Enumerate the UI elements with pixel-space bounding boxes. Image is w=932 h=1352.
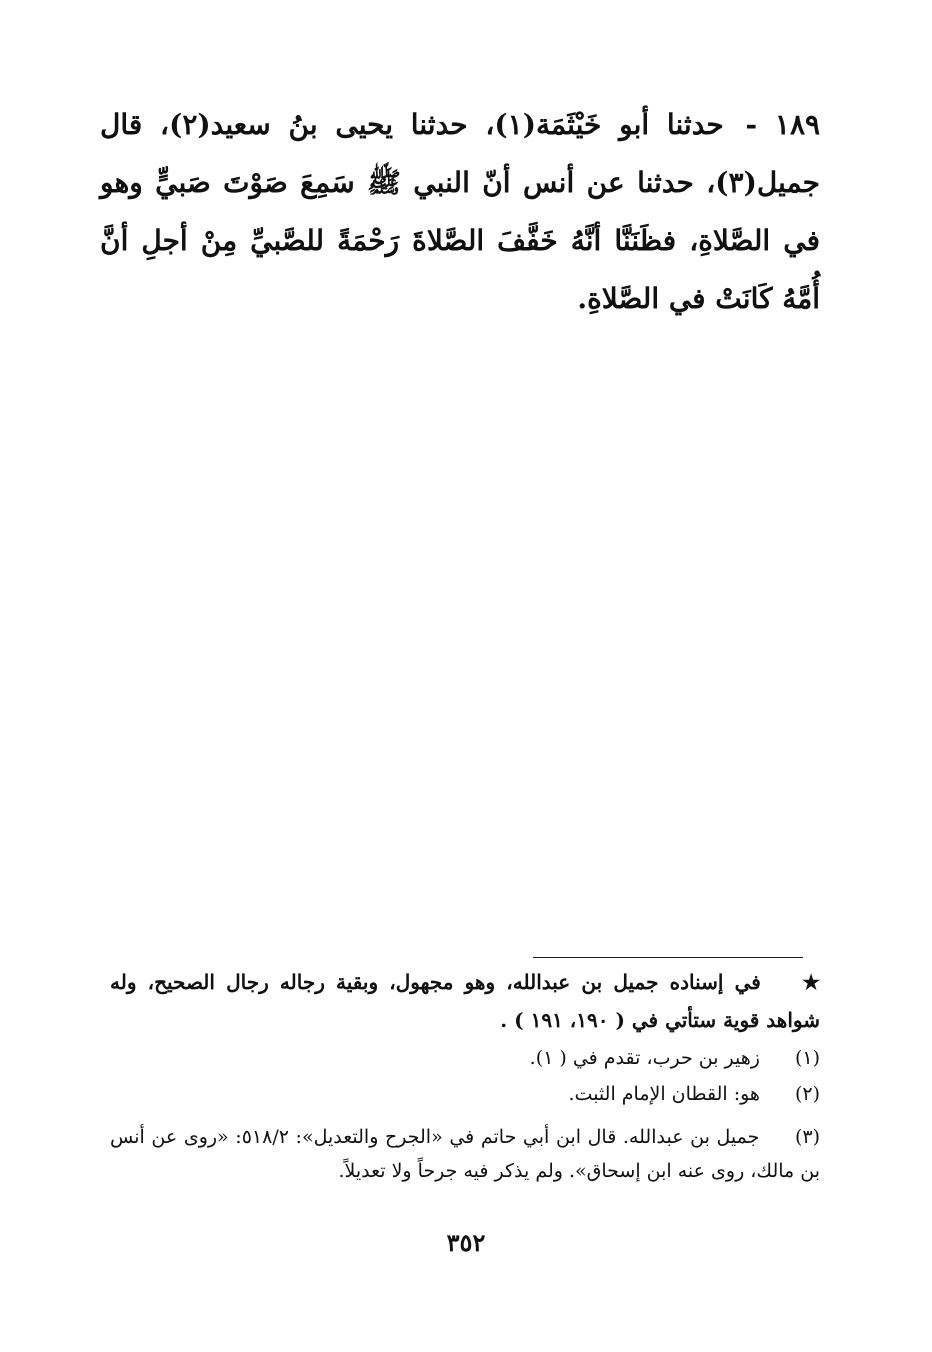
footnote-3	[110, 1120, 820, 1188]
footnote-1-marker: (١)	[794, 1047, 820, 1069]
footnote-2-text: هو: القطان الإمام الثبت.	[568, 1083, 760, 1105]
footnote-star	[110, 963, 820, 1039]
footnote-star-text: في إسناده جميل بن عبدالله، وهو مجهول، وبقية رجاله رجال الصحيح، وله شواهد قوية ستأتي في ( ١٩٠، ١٩١ ) .	[110, 970, 820, 1032]
footnote-divider	[533, 957, 803, 958]
footnote-1-text: زهير بن حرب، تقدم في ( ١).	[529, 1047, 760, 1069]
hadith-number: ١٨٩ -	[745, 108, 821, 141]
hadith-paragraph	[100, 96, 820, 328]
footnote-1	[110, 1041, 820, 1075]
footnote-star-marker: ★	[802, 970, 820, 994]
footnote-2	[110, 1077, 820, 1111]
page-number: ٣٥٢	[446, 1228, 486, 1257]
footnote-3-marker: (٣)	[794, 1126, 820, 1148]
footnote-3-text: جميل بن عبدالله. قال ابن أبي حاتم في «الجرح والتعديل»: ٥١٨/٢: «روى عن أنس بن مالك، روى عنه ابن إسحاق». ولم يذكر فيه جرحاً ولا تعديلاً.	[110, 1126, 820, 1182]
hadith-text: حدثنا أبو خَيْثَمَة(١)، حدثنا يحيى بنُ سعيد(٢)، قال جميل(٣)، حدثنا عن أنس أنّ النبي ﷺ سَمِعَ صَوْتَ صَبيٍّ وهو في الصَّلاةِ، فظَنَنَّا أنَّهُ خَفَّفَ الصَّلاةَ رَحْمَةً للصَّبيِّ مِنْ أجلِ أنَّ أُمَّهُ كَانَتْ في الصَّلاةِ.	[100, 108, 820, 315]
footnote-2-marker: (٢)	[794, 1083, 820, 1105]
